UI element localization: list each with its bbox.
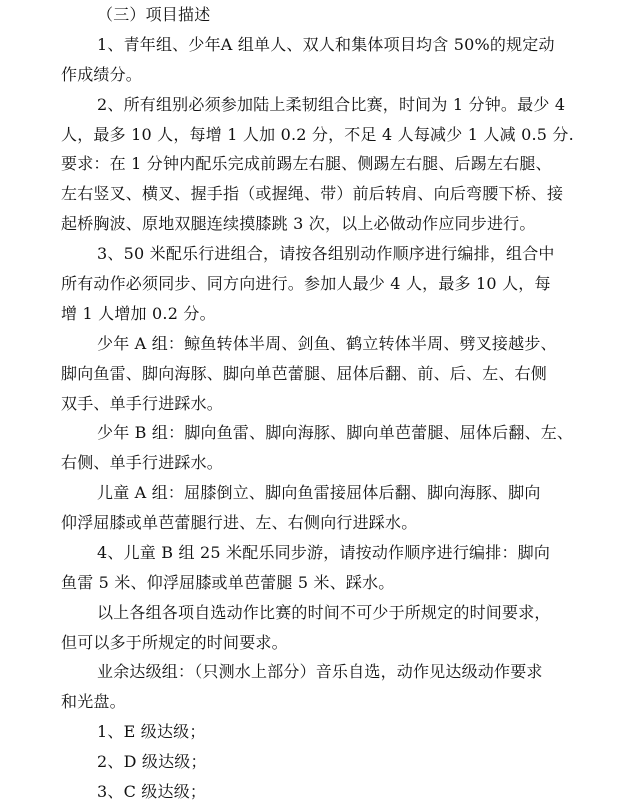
paragraph-line: 但可以多于所规定的时间要求。 [61,633,288,652]
paragraph-line: 2、所有组别必须参加陆上柔韧组合比赛，时间为 1 分钟。最少 4 [97,95,566,114]
list-item: 2、D 级达级； [97,752,207,771]
paragraph-line: 所有动作必须同步、同方向进行。参加人最少 4 人，最多 10 人，每 [61,274,551,293]
paragraph-line: 和光盘。 [61,692,126,711]
paragraph-line: 儿童 A 组：屈膝倒立、脚向鱼雷接屈体后翻、脚向海豚、脚向 [97,483,541,502]
paragraph-line: 右侧、单手行进踩水。 [61,453,224,472]
paragraph-line: 作成绩分。 [61,65,143,84]
list-item: 1、E 级达级； [97,722,206,741]
paragraph-line: 双手、单手行进踩水。 [61,394,224,413]
paragraph-line: 仰浮屈膝或单芭蕾腿行进、左、右侧向行进踩水。 [61,513,418,532]
paragraph-line: 要求：在 1 分钟内配乐完成前踢左右腿、侧踢左右腿、后踢左右腿、 [61,154,552,173]
paragraph-line: 业余达级组：（只测水上部分）音乐自选，动作见达级动作要求 [97,662,543,681]
paragraph-line: 以上各组各项自选动作比赛的时间不可少于所规定的时间要求， [97,603,551,622]
paragraph-line: 人，最多 10 人，每增 1 人加 0.2 分，不足 4 人每减少 1 人减 0.5 分. [61,125,574,144]
paragraph-line: 左右竖叉、横叉、握手指（或握绳、带）前后转肩、向后弯腰下桥、接 [61,184,564,203]
paragraph-line: 脚向鱼雷、脚向海豚、脚向单芭蕾腿、屈体后翻、前、后、左、右侧 [61,364,548,383]
section-heading: （三）项目描述 [97,5,211,24]
paragraph-line: 少年 A 组：鲸鱼转体半周、剑鱼、鹤立转体半周、劈叉接越步、 [97,334,557,353]
paragraph-line: 增 1 人增加 0.2 分。 [61,304,216,323]
paragraph-line: 起桥胸波、原地双腿连续摸膝跳 3 次，以上必做动作应同步进行。 [61,214,536,233]
paragraph-line: 1、青年组、少年A 组单人、双人和集体项目均含 50%的规定动 [97,35,555,54]
paragraph-line: 3、50 米配乐行进组合，请按各组别动作顺序进行编排，组合中 [97,244,555,263]
paragraph-line: 鱼雷 5 米、仰浮屈膝或单芭蕾腿 5 米、踩水。 [61,573,395,592]
paragraph-line: 4、儿童 B 组 25 米配乐同步游，请按动作顺序进行编排：脚向 [97,543,551,562]
list-item: 3、C 级达级； [97,782,207,801]
paragraph-line: 少年 B 组：脚向鱼雷、脚向海豚、脚向单芭蕾腿、屈体后翻、左、 [97,423,574,442]
